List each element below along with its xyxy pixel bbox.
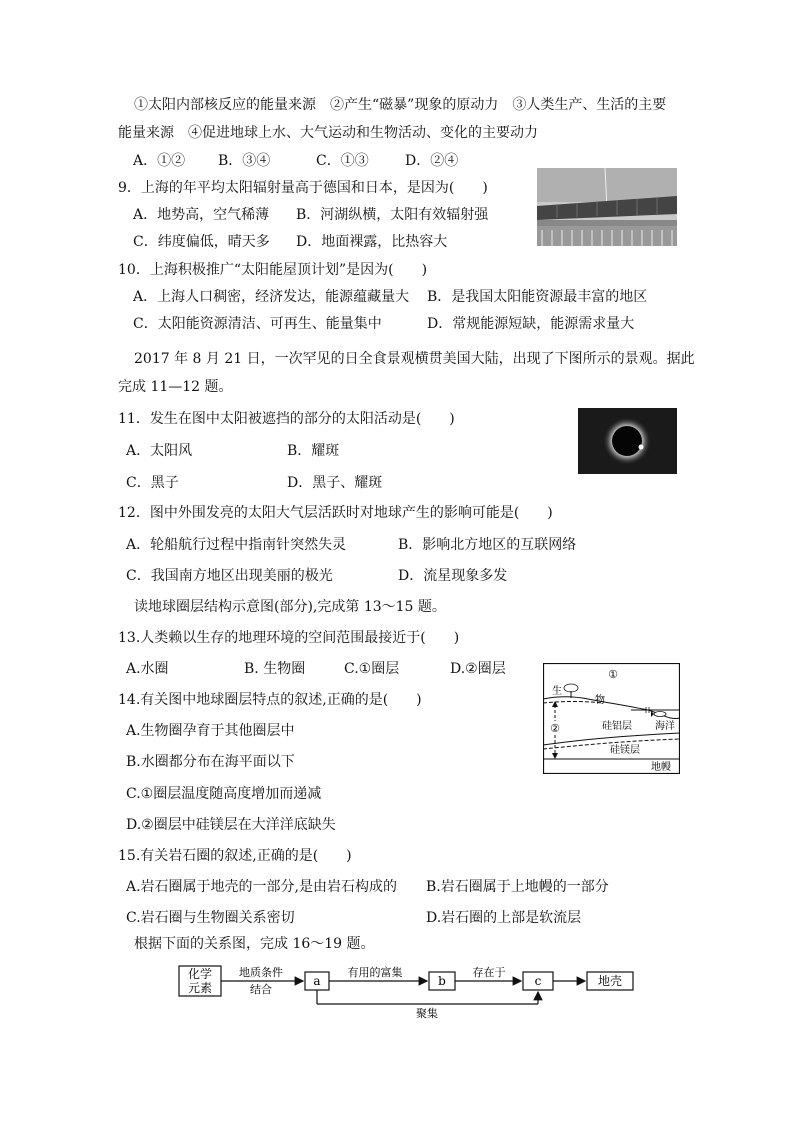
- q13-option-b: B. 生物圈: [244, 661, 306, 677]
- q12-option-c: C．我国南方地区出现美丽的极光: [126, 568, 333, 584]
- q9-option-d: D．地面裸露，比热容大: [296, 234, 448, 250]
- mantle-label: 地幔: [651, 762, 671, 773]
- layer-label-2: ②: [550, 722, 560, 735]
- ocean-label: 海洋: [655, 721, 675, 732]
- q15-stem: 15.有关岩石圈的叙述,正确的是( ): [118, 848, 352, 864]
- bio-label-sheng: 生: [552, 686, 562, 697]
- q12-option-b: B．影响北方地区的互联网络: [398, 537, 577, 553]
- flow-start-line-1: 化学: [187, 967, 213, 981]
- q13-option-a: A.水圈: [126, 661, 169, 677]
- q14-option-d: D.②圈层中硅镁层在大洋洋底缺失: [126, 817, 336, 833]
- q14-option-a: A.生物圈孕育于其他圈层中: [126, 723, 295, 739]
- q12-option-d: D．流星现象多发: [398, 568, 508, 584]
- intro-line-2: 能量来源 ④促进地球上水、大气运动和生物活动、变化的主要动力: [118, 125, 538, 141]
- q14-stem: 14.有关图中地球圈层特点的叙述,正确的是( ): [118, 692, 422, 708]
- q13-option-d: D.②圈层: [450, 661, 506, 677]
- q10-stem: 10．上海积极推广“太阳能屋顶计划”是因为( ): [118, 262, 428, 278]
- q11-stem: 11．发生在图中太阳被遮挡的部分的太阳活动是( ): [118, 411, 455, 427]
- q9-stem: 9．上海的年平均太阳辐射量高于德国和日本，是因为( ): [118, 180, 488, 196]
- flow-arrow3-label: 存在于: [472, 966, 506, 979]
- q14-option-c: C.①圈层温度随高度增加而递减: [126, 786, 322, 802]
- flow-arrow1-line-1: 地质条件: [239, 966, 283, 979]
- q11-option-d: D．黑子、耀斑: [287, 475, 383, 491]
- ore-formation-flow-diagram: [175, 964, 637, 1020]
- q9-option-b: B．河湖纵横，太阳有效辐射强: [296, 207, 489, 223]
- q15-option-c: C.岩石圈与生物圈关系密切: [126, 910, 295, 926]
- intro-option-b: B．③④: [218, 153, 271, 169]
- flow-box-c: c: [534, 974, 542, 988]
- q10-option-b: B．是我国太阳能资源最丰富的地区: [427, 289, 648, 305]
- q9-option-c: C．纬度偏低，晴天多: [133, 234, 270, 250]
- flow-box-a: a: [313, 974, 321, 988]
- q9-option-a: A．地势高，空气稀薄: [133, 207, 270, 223]
- intro-option-c: C．①③: [316, 153, 369, 169]
- intro-line-1: ①太阳内部核反应的能量来源 ②产生“磁暴”现象的原动力 ③人类生产、生活的主要: [134, 97, 667, 113]
- flow-arrow1-line-2: 结合: [250, 983, 272, 996]
- q12-stem: 12．图中外围发亮的太阳大气层活跃时对地球产生的影响可能是( ): [118, 505, 553, 521]
- q13-stem: 13.人类赖以生存的地理环境的空间范围最接近于( ): [118, 630, 460, 646]
- intro-option-a: A．①②: [133, 153, 186, 169]
- q10-option-d: D．常规能源短缺，能源需求量大: [427, 316, 635, 332]
- q15-option-b: B.岩石圈属于上地幔的一部分: [426, 879, 609, 895]
- q11-option-b: B．耀斑: [287, 443, 340, 459]
- flow-box-b: b: [438, 974, 446, 988]
- flow-bottom-label: 聚集: [416, 1007, 438, 1020]
- q14-option-b: B.水圈都分布在海平面以下: [126, 754, 295, 770]
- q10-option-a: A．上海人口稠密，经济发达，能源蕴藏量大: [133, 289, 410, 305]
- q11-option-a: A．太阳风: [126, 443, 193, 459]
- flow-start-line-2: 元素: [187, 981, 213, 995]
- flow-end-box: 地壳: [597, 974, 623, 988]
- q12-option-a: A．轮船航行过程中指南针突然失灵: [126, 537, 347, 553]
- solar-roof-photo: [537, 168, 677, 246]
- passage3: 根据下面的关系图，完成 16～19 题。: [134, 936, 375, 952]
- sial-label: 硅铝层: [602, 721, 632, 732]
- layer-label-1: ①: [608, 668, 618, 681]
- passage1-line-2: 完成 11—12 题。: [118, 379, 233, 395]
- intro-option-d: D．②④: [405, 153, 459, 169]
- q11-option-c: C．黑子: [126, 475, 179, 491]
- q15-option-d: D.岩石圈的上部是软流层: [426, 910, 582, 926]
- earth-layer-diagram: [543, 663, 680, 774]
- q10-option-c: C．太阳能资源清洁、可再生、能量集中: [133, 316, 382, 332]
- bio-label-wu: 物: [595, 695, 605, 706]
- passage2: 读地球圈层结构示意图(部分),完成第 13～15 题。: [134, 599, 446, 615]
- q15-option-a: A.岩石圈属于地壳的一部分,是由岩石构成的: [126, 879, 398, 895]
- passage1-line-1: 2017 年 8 月 21 日，一次罕见的日全食景观横贯美国大陆，出现了下图所示的景观。据此: [134, 351, 695, 367]
- flow-arrow2-label: 有用的富集: [347, 966, 403, 979]
- solar-eclipse-photo: [578, 408, 677, 474]
- q13-option-c: C.①圈层: [344, 661, 400, 677]
- sima-label: 硅镁层: [610, 745, 640, 756]
